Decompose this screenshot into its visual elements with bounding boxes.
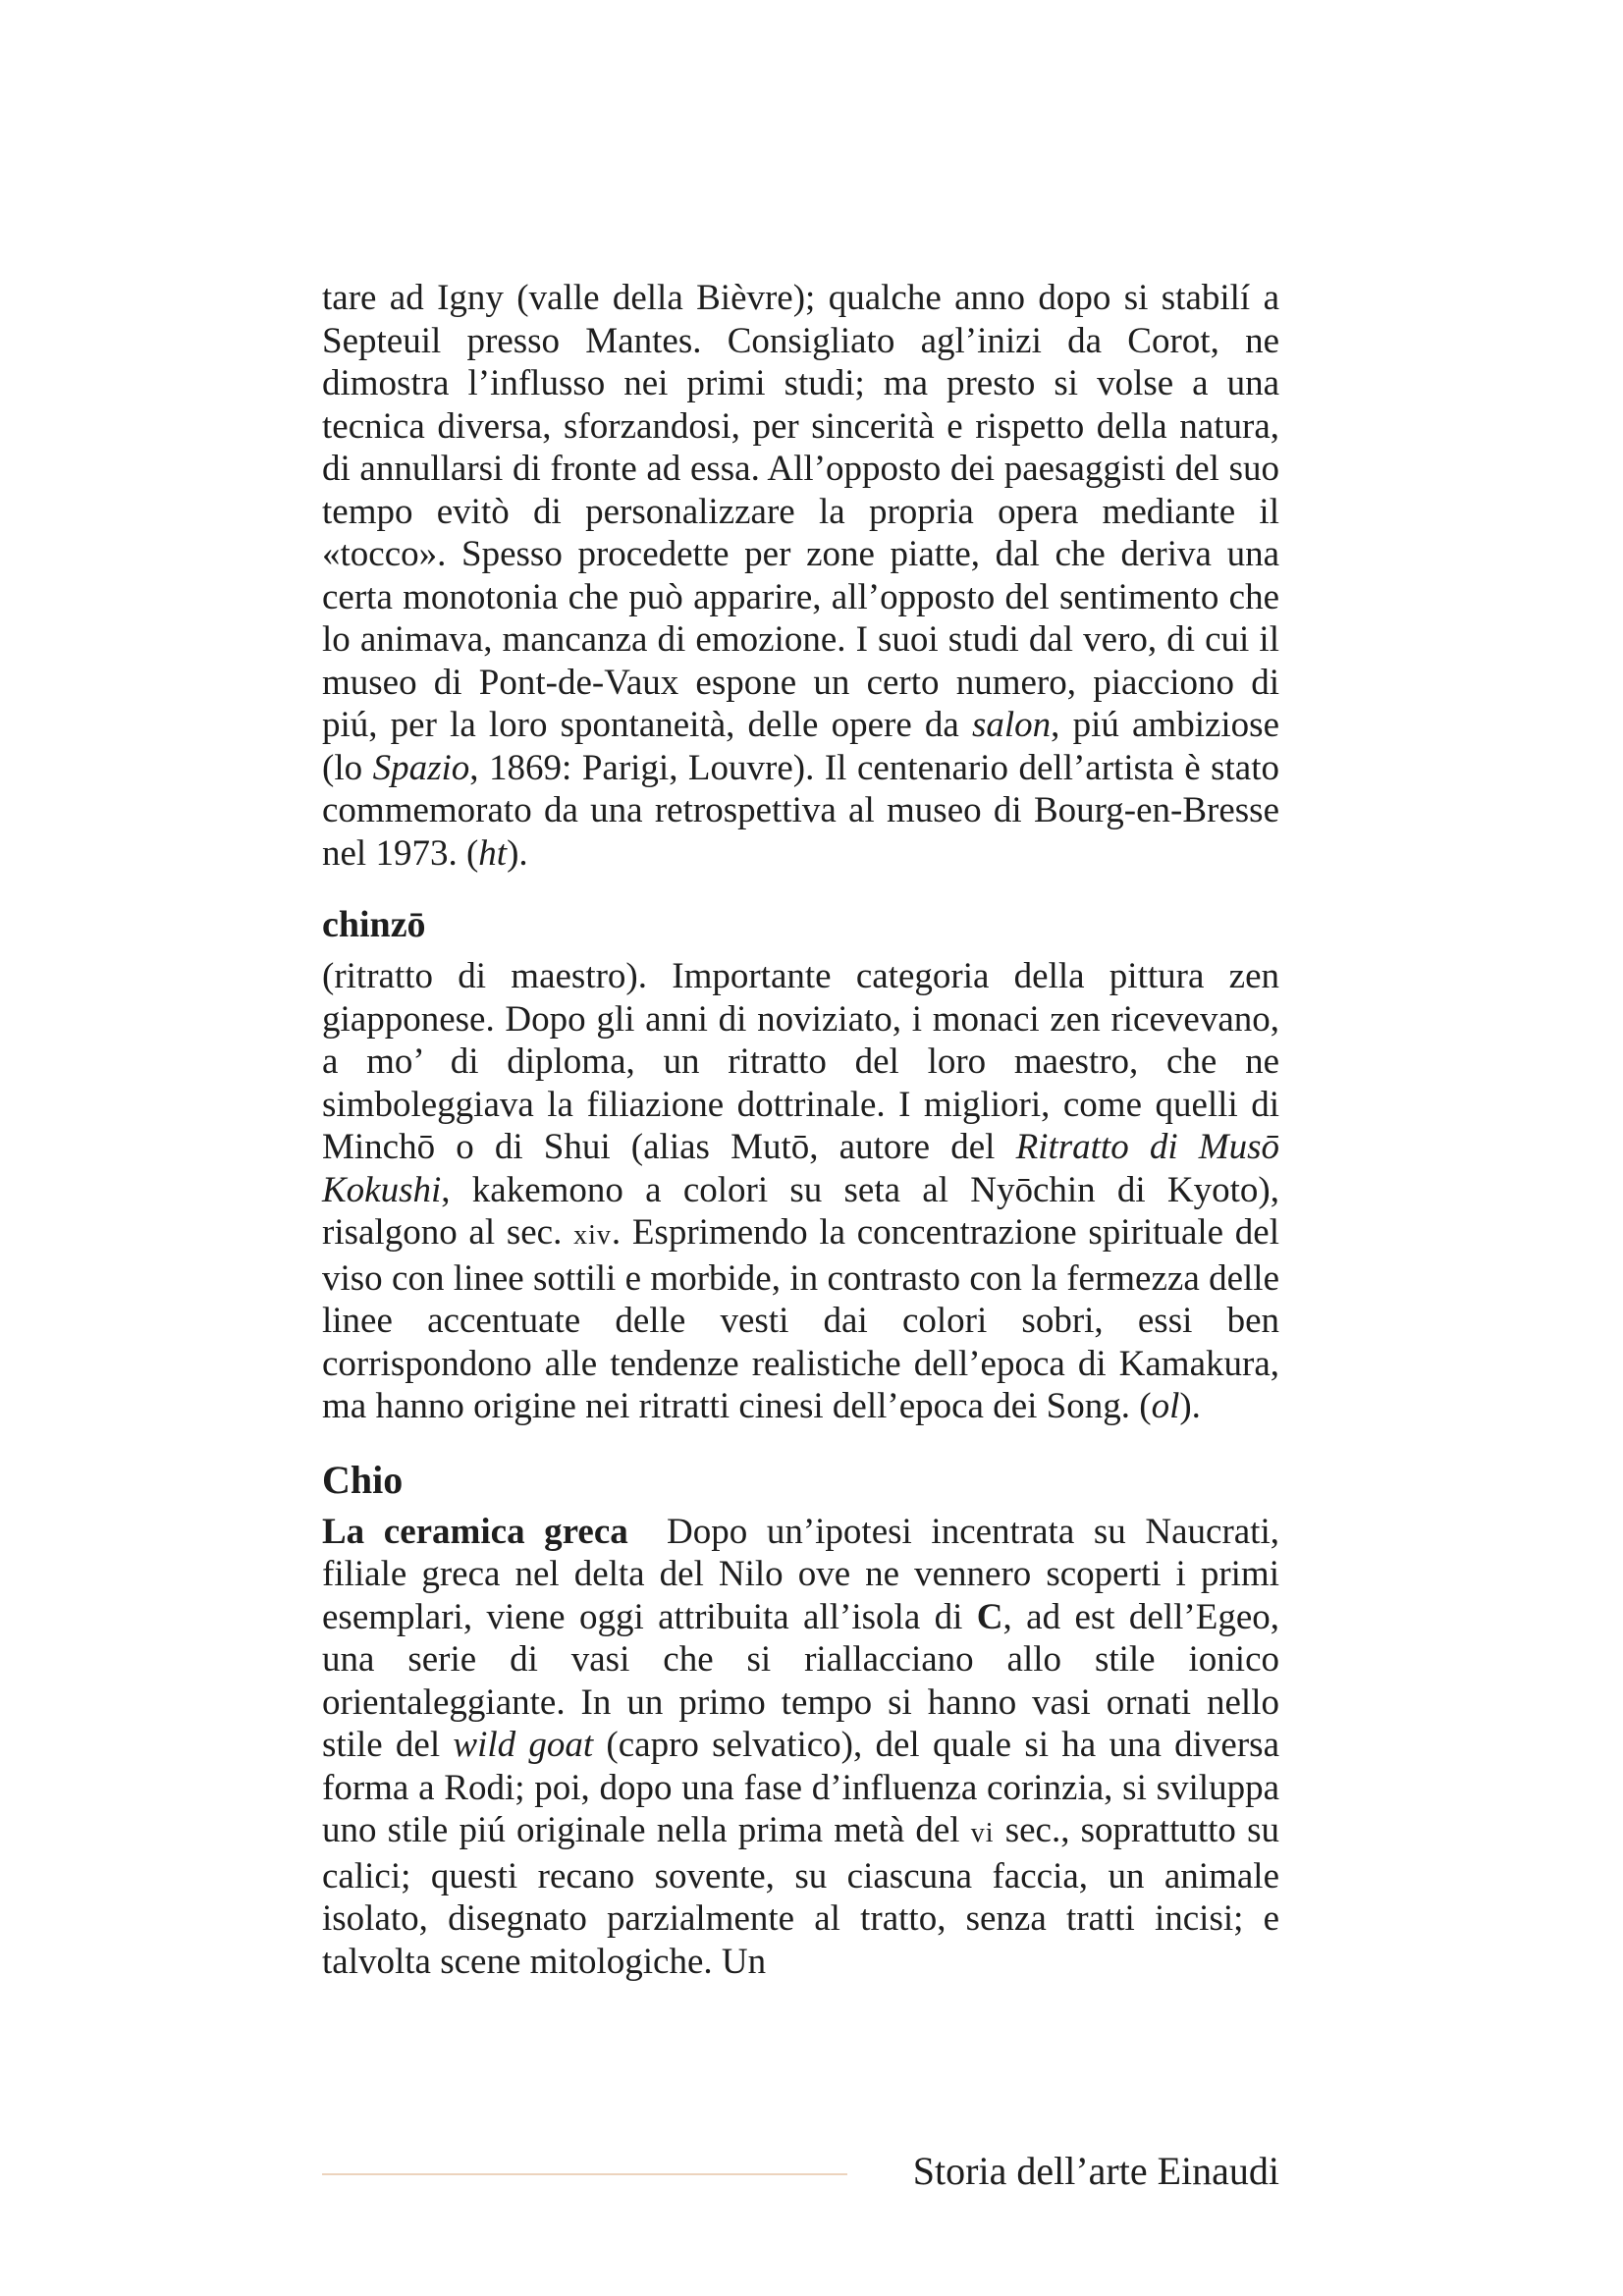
entry-chinzo-author: ol: [1151, 1386, 1180, 1426]
page-body: [322, 277, 1279, 1983]
entry-chinzo-text-b: , kakemono a colori su seta al Nyōchin di Kyoto), risalgono al sec.: [322, 1169, 1279, 1253]
entry-chinzo-century: xiv: [573, 1220, 612, 1251]
entry-chio-text-c: (capro selvatico), del quale si ha una diversa forma a Rodi; poi, dopo una fase d’influenza corinzia, si sviluppa uno stile piú originale nella prima metà del: [322, 1725, 1279, 1850]
entry-chinzo-italic-ritratto: Ritratto di Musō Kokushi: [322, 1127, 1279, 1210]
entry-prev-text-c: , 1869: Parigi, Louvre). Il centenario dell’artista è stato commemorato da una retrospettiva al museo di Bourg-en-Bresse nel 1973. (: [322, 747, 1280, 874]
entry-prev-author: ht: [478, 832, 508, 874]
entry-prev-italic-spazio: Spazio: [372, 747, 470, 788]
entry-chio-text-a: Dopo un’ipotesi incentrata su Naucrati, filiale greca nel delta del Nilo ove ne vennero scoperti i primi esemplari, viene oggi attribuita all’isola di: [322, 1511, 1279, 1637]
footer-publisher-text: Storia dell’arte Einaudi: [912, 2149, 1279, 2193]
footer-rule: [322, 2173, 847, 2175]
entry-chinzo-paragraph: [322, 955, 1279, 1428]
entry-chinzo-text-d: ).: [1179, 1386, 1201, 1426]
entry-chinzo-heading: chinzō: [322, 904, 426, 945]
entry-chio-subtitle: La ceramica greca: [322, 1511, 628, 1552]
entry-prev-paragraph: [322, 277, 1279, 875]
entry-chinzo-text-a: (ritratto di maestro). Importante categoria della pittura zen giapponese. Dopo gli anni di noviziato, i monaci zen ricevevano, a mo’ di diploma, un ritratto del loro maestro, che ne simboleggiava la filiazione dottrinale. I migliori, come quelli di Minchō o di Shui (alias Mutō, autore del: [322, 956, 1279, 1167]
entry-chio-paragraph: [322, 1511, 1279, 1984]
entry-prev-italic-salon: salon: [971, 705, 1052, 745]
entry-prev-text-a: tare ad Igny (valle della Bièvre); qualche anno dopo si stabilí a Septeuil presso Mantes. Consigliato agl’inizi da Corot, ne dimostra l’influsso nei primi studi; ma presto si volse a una tecnica diversa, sforzandosi, per sincerità e rispetto della natura, di annullarsi di fronte ad essa. All’opposto dei paesaggisti del suo tempo evitò di personalizzare la propria opera mediante il «tocco». Spesso procedette per zone piatte, dal che deriva una certa monotonia che può apparire, all’opposto del sentimento che lo animava, mancanza di emozione. I suoi studi dal vero, di cui il museo di Pont-de-Vaux espone un certo numero, piacciono di piú, per la loro spontaneità, delle opere da: [322, 278, 1279, 745]
entry-chio-text-d: sec., soprattutto su calici; questi recano sovente, su ciascuna faccia, un animale isolato, disegnato parzialmente al tratto, senza tratti incisi; e talvolta scene mitologiche. Un: [322, 1810, 1279, 1982]
entry-chinzo-text-c: . Esprimendo la concentrazione spirituale del viso con linee sottili e morbide, in contrasto con la fermezza delle linee accentuate delle vesti dai colori sobri, essi ben corrispondono alle tendenze realistiche dell’epoca di Kamakura, ma hanno origine nei ritratti cinesi dell’epoca dei Song. (: [322, 1212, 1279, 1426]
entry-chio-text-b: , ad est dell’Egeo, una serie di vasi che si riallacciano allo stile ionico orientaleggiante. In un primo tempo si hanno vasi ornati nello stile del: [322, 1596, 1279, 1765]
entry-chio-heading: Chio: [322, 1457, 404, 1502]
entry-prev-text-d: ).: [507, 832, 528, 874]
entry-chio-bold-c: C: [976, 1596, 1003, 1637]
entry-chio-italic-wild-goat: wild goat: [453, 1725, 594, 1765]
entry-prev-text-b: , piú ambiziose (lo: [322, 705, 1279, 788]
entry-chio-century: vi: [970, 1818, 995, 1848]
page-footer: [322, 2148, 1279, 2197]
